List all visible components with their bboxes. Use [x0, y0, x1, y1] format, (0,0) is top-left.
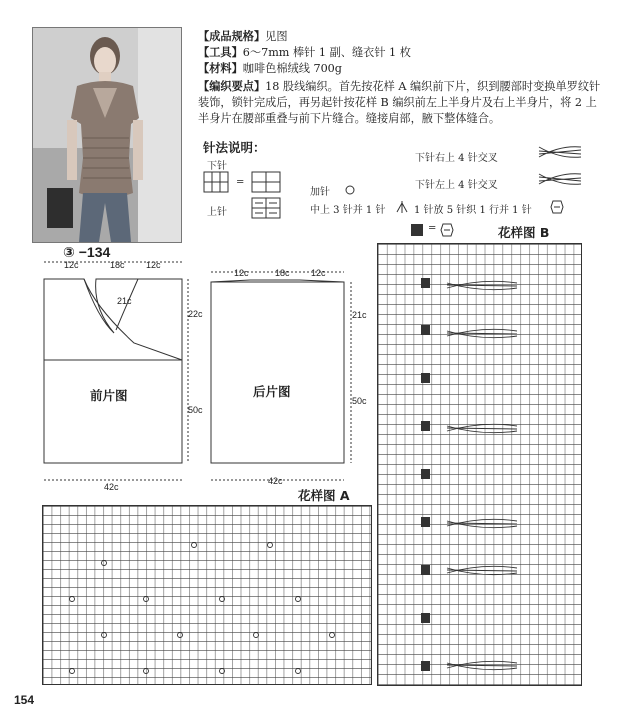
spec-material: 【材料】咖啡色棉绒线 700g	[198, 62, 342, 75]
back-top-left: 12c	[234, 268, 249, 278]
cable-left-icon	[537, 172, 583, 186]
front-neck: 21c	[117, 296, 132, 306]
back-upper: 21c	[352, 310, 367, 320]
back-top-mid: 18c	[275, 268, 290, 278]
chart-b-symbols	[377, 243, 582, 686]
legend-one-to-five-label: 1 针放 5 针织 1 行并 1 针	[414, 205, 532, 216]
legend-eq: =	[236, 177, 245, 188]
cable-right-icon	[537, 145, 583, 159]
legend-increase-label: 加针	[310, 187, 330, 198]
filled-square-icon	[410, 223, 424, 237]
chart-a-symbols	[42, 505, 372, 685]
center-decrease-icon	[396, 200, 408, 214]
legend-knit-label: 下针	[207, 161, 227, 172]
front-bottom: 42c	[104, 482, 119, 492]
page-number: 154	[14, 693, 35, 707]
legend-title: 针法说明：	[203, 140, 266, 155]
front-top-left: 12c	[64, 260, 79, 270]
front-top-right: 12c	[146, 260, 161, 270]
legend-cable-left-label: 下针左上 4 针交叉	[415, 180, 498, 191]
spec-size: 【成品规格】见图	[198, 30, 288, 43]
knit-symbol-icon	[203, 171, 229, 193]
legend-cable-right-label: 下针右上 4 针交叉	[415, 153, 498, 164]
pattern-code: ③ −134	[63, 244, 111, 260]
back-piece-title: 后片图	[253, 384, 291, 399]
front-piece-diagram	[38, 258, 198, 490]
chart-b-square-eq: =	[428, 223, 437, 234]
front-piece-title: 前片图	[90, 388, 128, 403]
model-figure-illustration	[33, 28, 181, 242]
knit-blank-symbol-icon	[251, 171, 281, 193]
bobble-hexagon-icon	[550, 200, 564, 214]
chart-b-title: 花样图 B	[498, 225, 550, 240]
model-photo	[32, 27, 182, 243]
spec-tools: 【工具】6～7mm 棒针 1 副、缝衣针 1 枚	[198, 46, 411, 59]
front-lower: 50c	[188, 405, 203, 415]
legend-center-dec-label: 中上 3 针并 1 针	[310, 205, 386, 216]
spec-notes-line2: 装饰，锁针完成后，再另起针按花样 B 编织前左上半身片及右上半身片，将 2 上	[198, 96, 597, 109]
back-bottom: 42c	[268, 476, 283, 486]
front-top-mid: 18c	[110, 260, 125, 270]
spec-notes-line3: 半身片在腰部重叠与前下片缝合。缝接肩部，腋下整体缝合。	[198, 112, 501, 125]
spec-notes: 【编织要点】18 股线编织。首先按花样 A 编织前下片，织到腰部时变换单罗纹针	[198, 80, 601, 93]
chart-a-title: 花样图 A	[298, 488, 350, 503]
back-lower: 50c	[352, 396, 367, 406]
bobble-symbol-icon	[440, 223, 454, 237]
legend-purl-label: 上针	[207, 207, 227, 218]
front-upper: 22c	[188, 309, 203, 319]
increase-circle-icon	[344, 184, 356, 196]
back-piece-diagram	[205, 258, 365, 490]
back-top-right: 12c	[311, 268, 326, 278]
purl-symbol-icon	[251, 197, 281, 219]
